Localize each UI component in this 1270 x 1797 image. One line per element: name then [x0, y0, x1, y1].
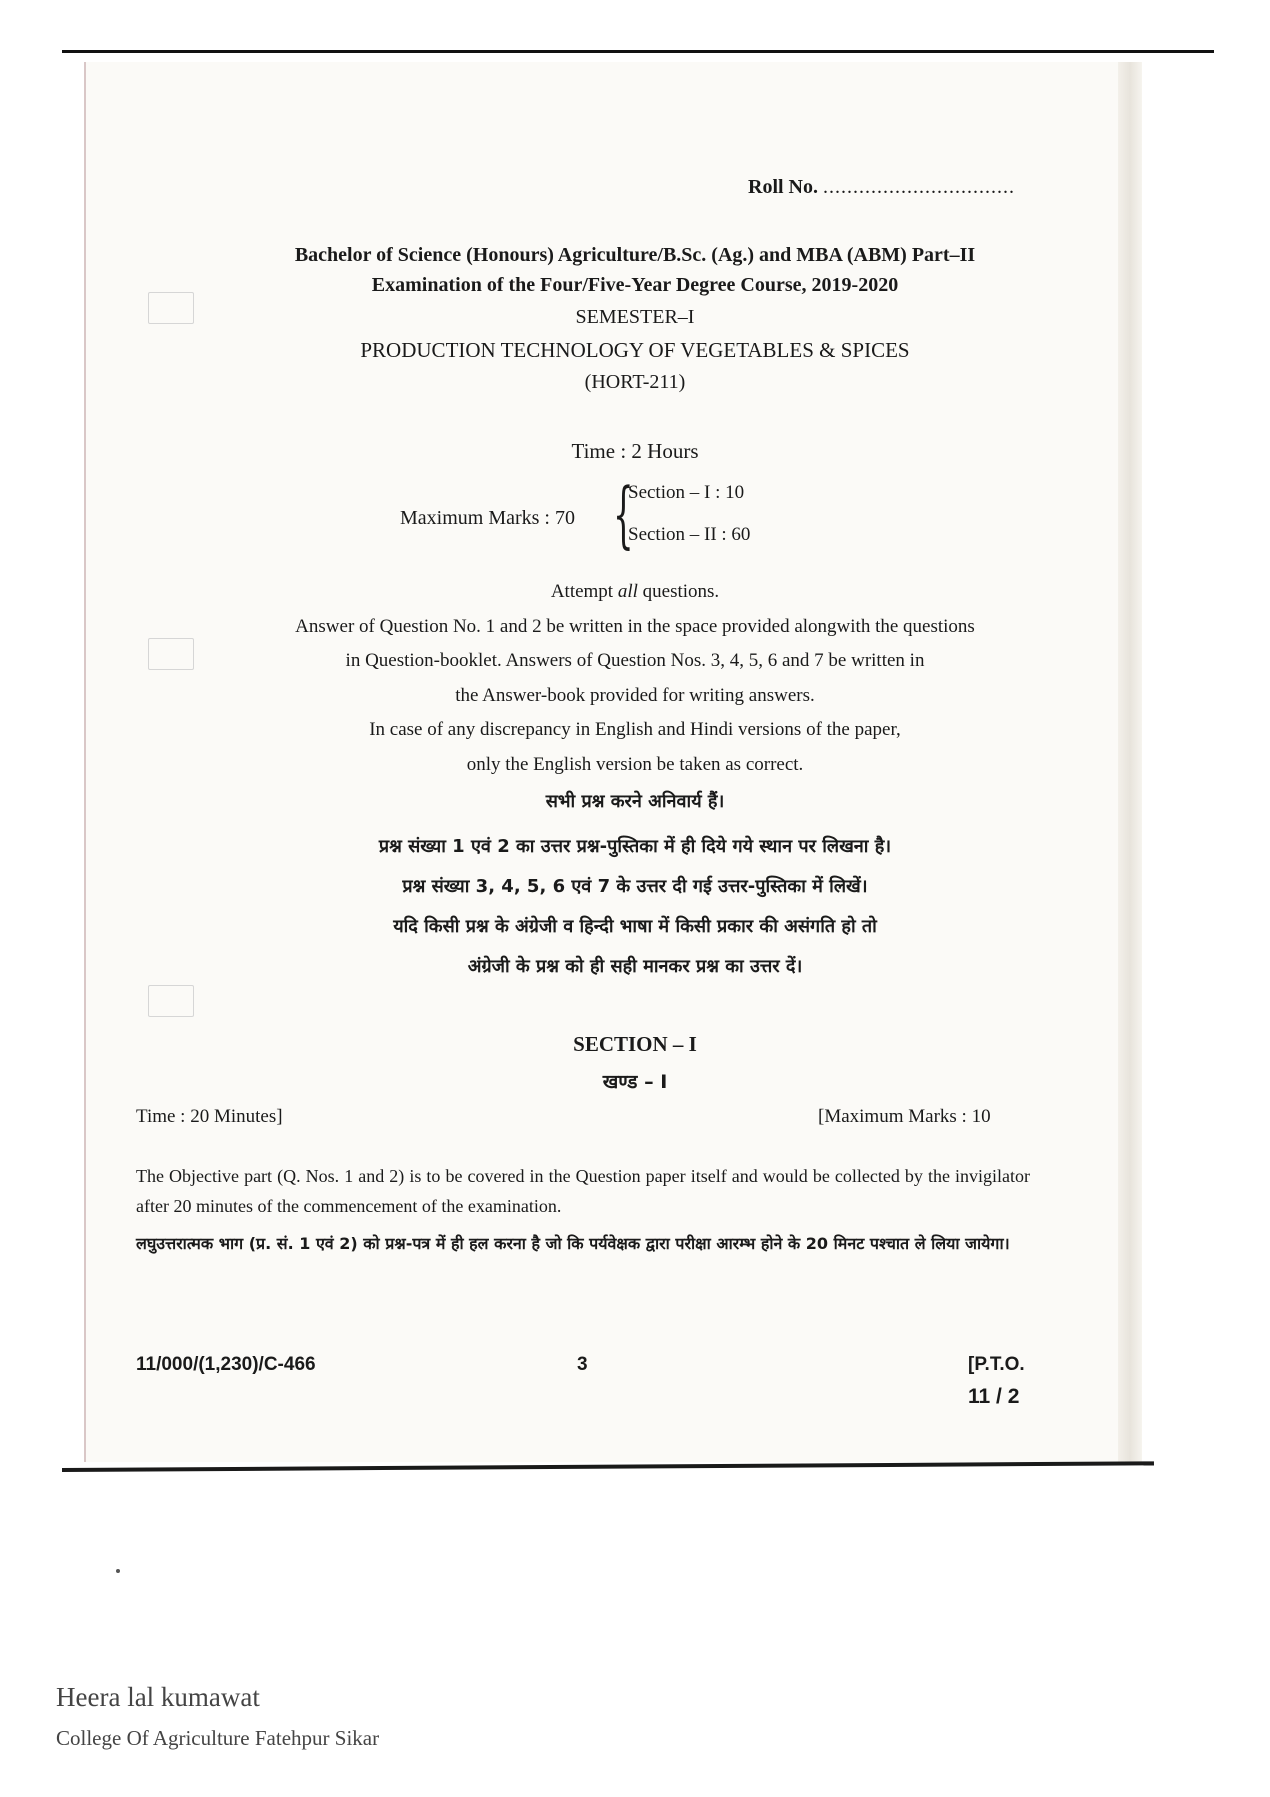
exam-time: Time : 2 Hours — [571, 439, 699, 463]
top-border-line — [62, 50, 1214, 53]
scan-speck — [116, 1569, 120, 1573]
roll-number-blank: ................................ — [823, 176, 1015, 198]
attempt-text: Attempt — [550, 581, 618, 602]
instruction-line: the Answer-book provided for writing answers. — [455, 685, 815, 706]
attempt-emphasis: all — [617, 581, 638, 602]
hindi-instruction-line: प्रश्न संख्या 3, 4, 5, 6 एवं 7 के उत्तर दी गई उत्तर-पुस्तिका में लिखें। — [402, 876, 868, 897]
section-time: Time : 20 Minutes] — [136, 1106, 283, 1127]
hindi-instruction-line: सभी प्रश्न करने अनिवार्य हैं। — [545, 791, 725, 812]
section-title-hindi: खण्ड – I — [602, 1071, 668, 1093]
instruction-line: only the English version be taken as correct. — [466, 754, 804, 775]
attempt-all-instruction — [0, 581, 1270, 603]
objective-note-english: The Objective part (Q. Nos. 1 and 2) is to be covered in the Question paper itself and would be collected by the invigilator after 20 minutes of the commencement of the examination. — [136, 1166, 1030, 1216]
hindi-instruction-line: अंग्रेजी के प्रश्न को ही सही मानकर प्रश्न का उत्तर दें। — [467, 956, 803, 977]
maximum-marks-label: Maximum Marks : 70 — [400, 507, 575, 529]
objective-note-hindi: लघुउत्तरात्मक भाग (प्र. सं. 1 एवं 2) को प्रश्न-पत्र में ही हल करना है जो कि पर्यवेक्षक द्वारा परीक्षा आरम्भ होने के 20 मिनट पश्चात ले लिया जायेगा। — [136, 1234, 1010, 1253]
roll-number-field — [748, 176, 1015, 199]
instruction-line: In case of any discrepancy in English and Hindi versions of the paper, — [369, 719, 901, 740]
section-1-marks: Section – I : 10 — [628, 482, 745, 503]
semester-label: SEMESTER–I — [575, 306, 695, 328]
attempt-text-end: questions. — [637, 581, 720, 602]
section-maximum-marks: [Maximum Marks : 10 — [818, 1106, 991, 1127]
maximum-marks-block — [400, 472, 800, 558]
paper-code: 11/000/(1,230)/C-466 — [136, 1354, 316, 1375]
degree-title: Bachelor of Science (Honours) Agriculture/B.Sc. (Ag.) and MBA (ABM) Part–II — [294, 244, 976, 266]
bleed-through-box — [148, 985, 194, 1017]
instruction-line: in Question-booklet. Answers of Question Nos. 3, 4, 5, 6 and 7 be written in — [345, 650, 925, 671]
author-name: Heera lal kumawat — [56, 1682, 260, 1712]
hindi-instruction-line: प्रश्न संख्या 1 एवं 2 का उत्तर प्रश्न-पुस्तिका में ही दिये गये स्थान पर लिखना है। — [378, 836, 892, 857]
subject-title: PRODUCTION TECHNOLOGY OF VEGETABLES & SPICES — [360, 338, 910, 362]
bottom-border-line — [62, 1461, 1154, 1472]
instruction-line: Answer of Question No. 1 and 2 be written in the space provided alongwith the questions — [295, 616, 975, 637]
section-title: SECTION – I — [573, 1032, 697, 1056]
hindi-instruction-line: यदि किसी प्रश्न के अंग्रेजी व हिन्दी भाषा में किसी प्रकार की असंगति हो तो — [393, 916, 877, 937]
course-code: (HORT-211) — [584, 371, 686, 393]
sheet-number: 11 / 2 — [968, 1385, 1020, 1408]
page-number: 3 — [577, 1354, 588, 1375]
curly-brace-icon: { — [613, 472, 634, 556]
section-2-marks: Section – II : 60 — [628, 524, 751, 545]
please-turn-over: [P.T.O. — [968, 1354, 1025, 1375]
college-name: College Of Agriculture Fatehpur Sikar — [56, 1726, 380, 1750]
roll-number-label: Roll No. — [748, 176, 818, 198]
exam-title: Examination of the Four/Five-Year Degree Course, 2019-2020 — [371, 274, 899, 296]
